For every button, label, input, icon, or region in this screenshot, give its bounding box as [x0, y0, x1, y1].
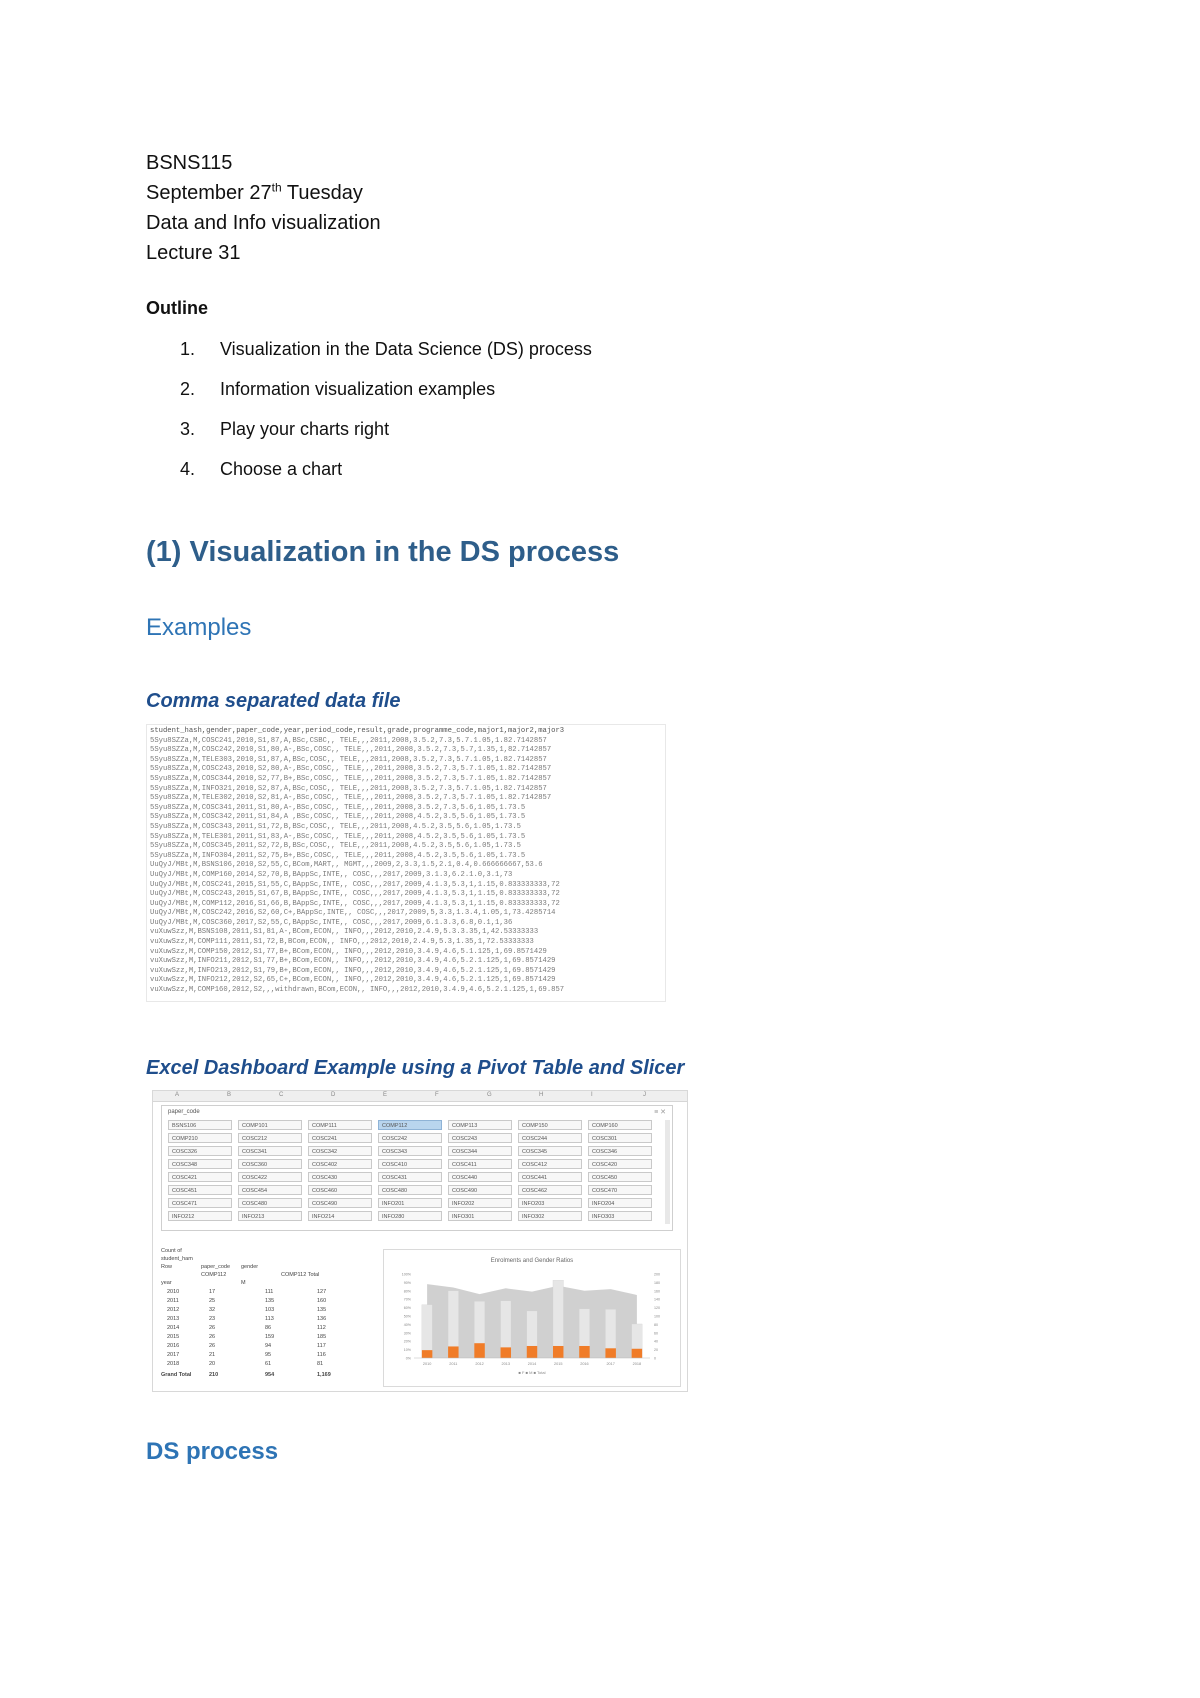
chart-x-tick: 2010 — [422, 1362, 432, 1366]
outline-item-number: 2. — [180, 379, 196, 399]
slicer-item[interactable]: COSC402 — [308, 1159, 372, 1169]
pivot-cell: M — [241, 1280, 246, 1286]
csv-row: 5Syu8SZZa,M,COSC342,2011,S1,84,A ,BSc,COSC,, TELE,,,2011,2008,4.5.2,3.5,5.6,1.05,1.73.5 — [150, 813, 526, 822]
chart-y-right-tick: 60 — [654, 1331, 658, 1336]
pivot-cell: 2013 — [167, 1316, 180, 1322]
slicer-item[interactable]: COSC421 — [168, 1172, 232, 1182]
slicer-item[interactable]: COSC301 — [588, 1133, 652, 1143]
slicer-item[interactable]: COSC480 — [378, 1185, 442, 1195]
csv-header-row: student_hash,gender,paper_code,year,period_code,result,grade,programme_code,major1,major2,major3 — [150, 727, 565, 735]
pivot-cell: COMP112 Total — [281, 1272, 320, 1278]
slicer-item[interactable]: COSC411 — [448, 1159, 512, 1169]
enrolment-chart — [383, 1249, 681, 1387]
csv-row: 5Syu8SZZa,M,TELE303,2010,S1,87,A,BSc,COSC,, TELE,,,2011,2008,3.5.2,7.3,5.7.1.05,1.82.7142857 — [150, 755, 547, 764]
slicer-item[interactable]: INFO212 — [168, 1211, 232, 1221]
pivot-cell: 160 — [317, 1298, 327, 1304]
outline-item-number: 1. — [180, 339, 196, 359]
csv-row: 5Syu8SZZa,M,COSC241,2010,S1,87,A,BSc,CSBC,, TELE,,,2011,2008,3.5.2,7.3,5.7.1.05,1.82.7142857 — [150, 736, 547, 745]
slicer-item[interactable]: COMP160 — [588, 1120, 652, 1130]
column-letter: H — [539, 1092, 544, 1098]
chart-y-left-tick: 100% — [401, 1272, 411, 1277]
chart-bar-female — [553, 1346, 563, 1358]
csv-row: vuXuwSzz,M,INFO213,2012,S1,79,B+,BCom,ECON,, INFO,,,2012,2010,3.4.9,4.6,5.2.1.125,1,69.8571429 — [150, 966, 556, 975]
slicer-item[interactable]: COSC462 — [518, 1185, 582, 1195]
slicer-item[interactable]: COSC243 — [448, 1133, 512, 1143]
pivot-cell: 81 — [317, 1361, 324, 1367]
pivot-cell: 954 — [265, 1372, 275, 1378]
column-letter: I — [591, 1092, 593, 1098]
pivot-cell: 1,169 — [317, 1372, 331, 1378]
slicer-item[interactable]: COSC342 — [308, 1146, 372, 1156]
chart-bar-female — [605, 1348, 615, 1358]
pivot-cell: Count of — [161, 1248, 182, 1254]
csv-row: 5Syu8SZZa,M,COSC242,2010,S1,80,A-,BSc,COSC,, TELE,,,2011,2008,3.5.2,7.3,5.7,1.35,1,82.7142857 — [150, 746, 552, 755]
column-header-bar — [153, 1091, 687, 1102]
chart-bar-female — [632, 1349, 642, 1358]
paper-code-slicer — [161, 1105, 673, 1231]
outline-item-number: 4. — [180, 459, 196, 479]
chart-y-left-tick: 0% — [405, 1356, 411, 1361]
chart-y-right-tick: 80 — [654, 1322, 658, 1327]
outline-item — [180, 334, 592, 374]
chart-y-left-tick: 10% — [403, 1348, 411, 1353]
pivot-cell: Row — [161, 1264, 173, 1270]
csv-row: vuXuwSzz,M,INFO212,2012,S2,65,C+,BCom,ECON,, INFO,,,2012,2010,3.4.9,4.6,5.2.1.125,1,69.8571429 — [150, 976, 556, 985]
slicer-item[interactable]: COSC344 — [448, 1146, 512, 1156]
slicer-item[interactable]: INFO214 — [308, 1211, 372, 1221]
chart-title: Enrolments and Gender Ratios — [490, 1258, 574, 1264]
slicer-item[interactable]: INFO213 — [238, 1211, 302, 1221]
column-letter: F — [435, 1092, 439, 1098]
csv-row: UuQyJ/MBt,M,BSNS106,2010,S2,55,C,BCom,MART,, MGMT,,,2009,2,3.3,1.5,2.1,0.4,0.666666667,53.6 — [150, 861, 543, 870]
slicer-item[interactable]: INFO203 — [518, 1198, 582, 1208]
pivot-row — [157, 1342, 347, 1351]
chart-y-left-tick: 40% — [403, 1322, 411, 1327]
column-letter: C — [279, 1092, 284, 1098]
chart-y-left-tick: 20% — [403, 1339, 411, 1344]
pivot-cell: 86 — [265, 1325, 272, 1331]
csv-row: 5Syu8SZZa,M,COSC343,2011,S1,72,B,BSc,COSC,, TELE,,,2011,2008,4.5.2,3.5,5.6,1.05,1.73.5 — [150, 822, 521, 831]
outline-item-text: Visualization in the Data Science (DS) process — [220, 339, 592, 359]
csv-row: 5Syu8SZZa,M,COSC243,2010,S2,80,A-,BSc,COSC,, TELE,,,2011,2008,3.5.2,7.3,5.7.1.05,1.82.7142857 — [150, 765, 552, 774]
chart-legend: ■ F ■ M ■ Total — [518, 1370, 546, 1375]
chart-bar-female — [422, 1350, 432, 1358]
pivot-cell: 26 — [209, 1325, 216, 1331]
csv-row: 5Syu8SZZa,M,COSC341,2011,S1,80,A-,BSc,COSC,, TELE,,,2011,2008,3.5.2,7.3,5.6,1.05,1.73.5 — [150, 803, 526, 812]
slicer-item[interactable]: COSC454 — [238, 1185, 302, 1195]
csv-row: vuXuwSzz,M,COMP150,2012,S1,77,B+,BCom,ECON,, INFO,,,2012,2010,3.4.9,4.6,5.1.125,1,69.8571429 — [150, 947, 547, 956]
slicer-item[interactable]: INFO301 — [448, 1211, 512, 1221]
chart-x-tick: 2013 — [501, 1362, 511, 1366]
pivot-cell: 127 — [317, 1289, 327, 1295]
pivot-row — [157, 1315, 347, 1324]
chart-y-left-tick: 70% — [403, 1297, 411, 1302]
slicer-item[interactable]: COSC212 — [238, 1133, 302, 1143]
csv-row: 5Syu8SZZa,M,COSC345,2011,S2,72,B,BSc,COSC,, TELE,,,2011,2008,4.5.2,3.5,5.6,1.05,1.73.5 — [150, 842, 521, 851]
pivot-cell: 135 — [317, 1307, 327, 1313]
csv-data-image — [146, 724, 666, 1002]
pivot-cell: 2011 — [167, 1298, 179, 1304]
chart-y-left-tick: 30% — [403, 1331, 411, 1336]
chart-x-tick: 2012 — [475, 1362, 484, 1366]
chart-y-right-tick: 180 — [654, 1280, 660, 1285]
course-code: BSNS115 — [146, 152, 233, 174]
csv-row: UuQyJ/MBt,M,COSC360,2017,S2,55,C,BAppSc,INTE,, COSC,,,2017,2009,6.1.3.3,6.8,0.1,1,36 — [150, 918, 513, 927]
chart-bar-total — [422, 1305, 432, 1358]
slicer-scrollbar — [665, 1120, 670, 1224]
slicer-item[interactable]: COSC470 — [588, 1185, 652, 1195]
chart-bar-female — [448, 1346, 458, 1358]
examples-heading: Examples — [146, 614, 252, 641]
slicer-item[interactable]: COMP112 — [378, 1120, 442, 1130]
pivot-cell: 2015 — [167, 1334, 180, 1340]
pivot-cell: 185 — [317, 1334, 327, 1340]
csv-row: 5Syu8SZZa,M,INFO321,2010,S2,87,A,BSc,COSC,, TELE,,,2011,2008,3.5.2,7.3,5.7.1.05,1.82.7142857 — [150, 784, 547, 793]
column-letter: E — [383, 1092, 388, 1098]
pivot-cell: 2012 — [167, 1307, 180, 1313]
slicer-item[interactable]: COSC431 — [378, 1172, 442, 1182]
pivot-row — [157, 1306, 347, 1315]
pivot-cell: student_ham — [161, 1256, 193, 1262]
chart-y-right-tick: 40 — [654, 1339, 658, 1344]
slicer-item[interactable]: COSC450 — [588, 1172, 652, 1182]
pivot-cell: 21 — [209, 1352, 216, 1358]
pivot-cell: 17 — [209, 1289, 216, 1295]
slicer-item[interactable]: COMP111 — [308, 1120, 372, 1130]
pivot-cell: 136 — [317, 1316, 327, 1322]
csv-row: vuXuwSzz,M,BSNS108,2011,S1,81,A-,BCom,ECON,, INFO,,,2012,2010,2.4.9,5.3.3.35,1,42.53333333 — [150, 928, 539, 937]
slicer-item[interactable]: COSC441 — [518, 1172, 582, 1182]
csv-row: vuXuwSzz,M,COMP160,2012,S2,,,withdrawn,BCom,ECON,, INFO,,,2012,2010,3.4.9,4.6,5.2.1.125,1,69.857 — [150, 986, 565, 995]
slicer-item[interactable]: COMP101 — [238, 1120, 302, 1130]
slicer-item[interactable]: INFO201 — [378, 1198, 442, 1208]
column-letter: G — [487, 1092, 492, 1098]
pivot-cell: 2017 — [167, 1352, 180, 1358]
outline-item — [180, 374, 592, 414]
pivot-cell: 32 — [209, 1307, 216, 1313]
csv-row: vuXuwSzz,M,INFO211,2012,S1,77,B+,BCom,ECON,, INFO,,,2012,2010,3.4.9,4.6,5.2.1.125,1,69.8571429 — [150, 957, 556, 966]
pivot-cell: 94 — [265, 1343, 272, 1349]
chart-y-right-tick: 200 — [654, 1272, 660, 1277]
chart-y-left-tick: 60% — [403, 1306, 411, 1311]
slicer-title: paper_code — [168, 1109, 200, 1115]
slicer-item[interactable]: COSC451 — [168, 1185, 232, 1195]
excel-dashboard-image — [152, 1090, 688, 1392]
outline-item-number: 3. — [180, 419, 196, 439]
csv-row: UuQyJ/MBt,M,COSC241,2015,S1,55,C,BAppSc,INTE,, COSC,,,2017,2009,4.1.3,5.3,1,1.15,0.833333333,72 — [150, 880, 560, 889]
slicer-item[interactable]: COSC412 — [518, 1159, 582, 1169]
chart-bar-female — [474, 1343, 484, 1358]
pivot-cell: COMP112 — [201, 1272, 227, 1278]
pivot-cell: gender — [241, 1264, 259, 1270]
pivot-cell: 61 — [265, 1361, 272, 1367]
slicer-item[interactable]: INFO302 — [518, 1211, 582, 1221]
chart-bar-female — [527, 1346, 537, 1358]
column-letter: A — [175, 1092, 180, 1098]
slicer-item[interactable]: COSC348 — [168, 1159, 232, 1169]
slicer-item[interactable]: COSC346 — [588, 1146, 652, 1156]
document-header — [146, 148, 381, 268]
chart-x-tick: 2014 — [527, 1362, 537, 1366]
outline-list — [180, 334, 592, 494]
ds-process-heading: DS process — [146, 1438, 279, 1465]
slicer-item[interactable]: COSC420 — [588, 1159, 652, 1169]
column-letter: B — [227, 1092, 232, 1098]
pivot-row — [157, 1324, 347, 1333]
slicer-item[interactable]: INFO204 — [588, 1198, 652, 1208]
csv-row: 5Syu8SZZa,M,COSC344,2010,S2,77,B+,BSc,COSC,, TELE,,,2011,2008,3.5.2,7.3,5.7.1.05,1.82.7142857 — [150, 774, 552, 783]
lecture-number: Lecture 31 — [146, 242, 241, 264]
section-heading: (1) Visualization in the DS process — [146, 536, 620, 568]
pivot-row — [157, 1371, 347, 1380]
pivot-row — [157, 1333, 347, 1342]
pivot-row — [157, 1351, 347, 1360]
outline-item — [180, 414, 592, 454]
csv-row: UuQyJ/MBt,M,COMP112,2016,S1,66,B,BAppSc,INTE,, COSC,,,2017,2009,4.1.3,5.3,1,1.15,0.833333333,72 — [150, 899, 560, 908]
csv-caption: Comma separated data file — [146, 690, 401, 712]
slicer-item[interactable]: COMP210 — [168, 1133, 232, 1143]
pivot-row — [157, 1360, 347, 1369]
slicer-item[interactable]: COSC410 — [378, 1159, 442, 1169]
chart-y-right-tick: 20 — [654, 1348, 658, 1353]
csv-row: 5Syu8SZZa,M,TELE301,2011,S1,83,A-,BSc,COSC,, TELE,,,2011,2008,4.5.2,3.5,5.6,1.05,1.73.5 — [150, 832, 526, 841]
pivot-cell: 135 — [265, 1298, 275, 1304]
pivot-cell: 20 — [209, 1361, 216, 1367]
chart-y-left-tick: 50% — [403, 1314, 411, 1319]
slicer-item[interactable]: COSC360 — [238, 1159, 302, 1169]
csv-row: 5Syu8SZZa,M,TELE302,2010,S2,81,A-,BSc,COSC,, TELE,,,2011,2008,3.5.2,7.3,5.7.1.05,1.82.7142857 — [150, 794, 552, 803]
pivot-cell: 2016 — [167, 1343, 180, 1349]
column-letter: D — [331, 1092, 336, 1098]
excel-caption: Excel Dashboard Example using a Pivot Table and Slicer — [146, 1057, 685, 1079]
csv-row: UuQyJ/MBt,M,COSC242,2016,S2,60,C+,BAppSc,INTE,, COSC,,,2017,2009,5,3.3,1.3.4,1.05,1,73.4285714 — [150, 909, 556, 918]
slicer-item[interactable]: COSC490 — [308, 1198, 372, 1208]
slicer-item[interactable]: COSC490 — [448, 1185, 512, 1195]
slicer-item[interactable]: COSC241 — [308, 1133, 372, 1143]
csv-row: UuQyJ/MBt,M,COSC243,2015,S1,67,B,BAppSc,INTE,, COSC,,,2017,2009,4.1.3,5.3,1,1.15,0.833333333,72 — [150, 890, 560, 899]
chart-y-right-tick: 0 — [654, 1356, 656, 1361]
chart-y-left-tick: 90% — [403, 1280, 411, 1285]
pivot-cell: 117 — [317, 1343, 326, 1349]
slicer-item[interactable]: COSC244 — [518, 1133, 582, 1143]
pivot-cell: 103 — [265, 1307, 275, 1313]
slicer-item[interactable]: COMP150 — [518, 1120, 582, 1130]
slicer-item[interactable]: COSC343 — [378, 1146, 442, 1156]
lecture-date: September 27th Tuesday — [146, 180, 363, 204]
slicer-item[interactable]: COSC326 — [168, 1146, 232, 1156]
pivot-cell: 23 — [209, 1316, 216, 1322]
pivot-cell: paper_code — [201, 1264, 231, 1270]
chart-x-tick: 2017 — [606, 1362, 615, 1366]
chart-x-tick: 2018 — [632, 1362, 642, 1366]
slicer-item[interactable]: BSNS106 — [168, 1120, 232, 1130]
pivot-cell: 25 — [209, 1298, 216, 1304]
slicer-item[interactable]: COSC480 — [238, 1198, 302, 1208]
chart-y-left-tick: 80% — [403, 1289, 411, 1294]
pivot-cell: 210 — [209, 1372, 219, 1378]
chart-y-right-tick: 140 — [654, 1297, 660, 1302]
slicer-item[interactable]: COSC341 — [238, 1146, 302, 1156]
csv-row: 5Syu8SZZa,M,INFO304,2011,S2,75,B+,BSc,COSC,, TELE,,,2011,2008,4.5.2,3.5,5.6,1.05,1.73.5 — [150, 851, 526, 860]
pivot-cell: 116 — [317, 1352, 326, 1358]
chart-y-right-tick: 100 — [654, 1314, 660, 1319]
pivot-cell: 26 — [209, 1334, 216, 1340]
pivot-row — [157, 1279, 347, 1288]
outline-item-text: Information visualization examples — [220, 379, 496, 399]
slicer-item[interactable]: COSC471 — [168, 1198, 232, 1208]
chart-bar-female — [501, 1347, 511, 1358]
lecture-topic: Data and Info visualization — [146, 212, 381, 234]
pivot-table — [157, 1247, 347, 1383]
pivot-cell: 95 — [265, 1352, 272, 1358]
slicer-clear-icon: ≡ ✕ — [654, 1109, 666, 1116]
slicer-item[interactable]: COSC460 — [308, 1185, 372, 1195]
csv-row: vuXuwSzz,M,COMP111,2011,S1,72,B,BCom,ECON,, INFO,,,2012,2010,2.4.9,5.3,1.35,1,72.53333333 — [150, 938, 534, 947]
slicer-item[interactable]: INFO303 — [588, 1211, 652, 1221]
outline-item-text: Choose a chart — [220, 459, 343, 479]
outline-item-text: Play your charts right — [220, 419, 390, 439]
slicer-item[interactable]: COSC242 — [378, 1133, 442, 1143]
outline-item — [180, 454, 592, 494]
slicer-item[interactable]: COSC422 — [238, 1172, 302, 1182]
slicer-item[interactable]: COMP113 — [448, 1120, 512, 1130]
pivot-cell: 2010 — [167, 1289, 180, 1295]
pivot-row — [157, 1288, 347, 1297]
pivot-cell: year — [161, 1280, 172, 1286]
chart-x-tick: 2011 — [449, 1362, 458, 1366]
chart-x-tick: 2016 — [580, 1362, 589, 1366]
pivot-cell: 111 — [265, 1289, 274, 1295]
pivot-cell: 113 — [265, 1316, 274, 1322]
csv-row: UuQyJ/MBt,M,COMP160,2014,S2,70,B,BAppSc,INTE,, COSC,,,2017,2009,3.1.3,6.2.1.0,3.1,73 — [150, 870, 513, 879]
column-letter: J — [643, 1092, 646, 1098]
pivot-row — [157, 1297, 347, 1306]
slicer-item[interactable]: COSC440 — [448, 1172, 512, 1182]
outline-heading: Outline — [146, 298, 208, 318]
pivot-cell: 2018 — [167, 1361, 180, 1367]
slicer-item[interactable]: COSC430 — [308, 1172, 372, 1182]
slicer-item[interactable]: INFO202 — [448, 1198, 512, 1208]
pivot-cell: Grand Total — [161, 1372, 192, 1378]
chart-y-right-tick: 120 — [654, 1306, 660, 1311]
chart-bar-female — [579, 1346, 589, 1358]
chart-x-tick: 2015 — [553, 1362, 563, 1366]
slicer-item[interactable]: COSC345 — [518, 1146, 582, 1156]
pivot-cell: 26 — [209, 1343, 216, 1349]
slicer-item[interactable]: INFO280 — [378, 1211, 442, 1221]
pivot-cell: 2014 — [167, 1325, 180, 1331]
pivot-cell: 112 — [317, 1325, 326, 1331]
pivot-cell: 159 — [265, 1334, 275, 1340]
chart-y-right-tick: 160 — [654, 1289, 660, 1294]
